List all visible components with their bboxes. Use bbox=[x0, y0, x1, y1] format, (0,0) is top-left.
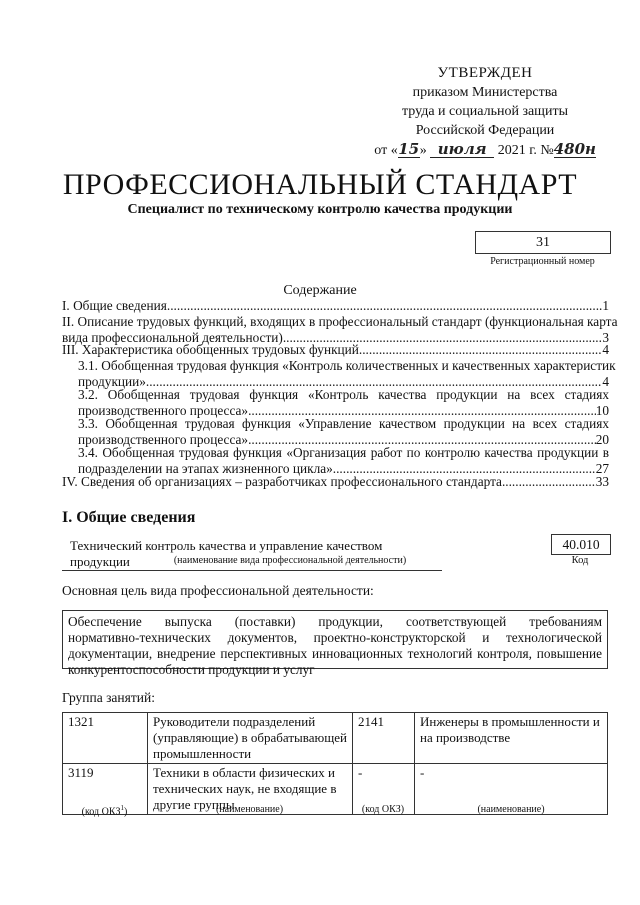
approval-block bbox=[355, 64, 615, 160]
approval-date-line bbox=[355, 141, 615, 160]
document-subtitle: Специалист по техническому контролю качества продукции bbox=[127, 202, 513, 217]
group-heading: Группа занятий: bbox=[62, 690, 155, 705]
occupation-code: 3119 bbox=[63, 764, 148, 815]
approval-title: УТВЕРЖДЕН bbox=[437, 65, 533, 81]
registration-label: Регистрационный номер bbox=[490, 256, 595, 267]
approval-line: приказом Министерства bbox=[412, 85, 558, 100]
okz-code-label: (код ОКЗ) bbox=[361, 804, 405, 815]
approval-year: 2021 г. № bbox=[497, 143, 554, 158]
activity-code-label: Код bbox=[571, 555, 589, 566]
approval-number: 480н bbox=[553, 140, 596, 158]
goal-heading: Основная цель вида профессиональной деятельности: bbox=[62, 583, 374, 598]
activity-kind-name: Технический контроль качества и управление качеством продукции bbox=[62, 538, 442, 571]
occupation-name-label: (наименование) bbox=[215, 804, 284, 815]
goal-line: конкурентоспособности продукции и услуг bbox=[68, 662, 315, 677]
registration-number-box: 31 bbox=[475, 231, 611, 254]
approval-line: труда и социальной защиты bbox=[402, 104, 568, 119]
occupation-code: - bbox=[353, 764, 415, 815]
date-quote: » bbox=[419, 143, 427, 158]
occupation-name: Техники в области физических и технических наук, не входящие в другие группы bbox=[148, 764, 353, 815]
approval-line: Российской Федерации bbox=[415, 123, 555, 138]
activity-code-box: 40.010 bbox=[551, 534, 611, 555]
toc-entry[interactable]: 3.4. Обобщенная трудовая функция «Организация работ по контролю качества продукции в подразделении на этапах жизненного цикла» ..... 27 bbox=[78, 445, 609, 477]
toc-entry[interactable]: I. Общие сведения ..... 1 bbox=[62, 298, 609, 314]
section-heading: I. Общие сведения bbox=[62, 509, 196, 526]
okz-code-label: (код ОКЗ$^1$) bbox=[81, 804, 128, 818]
toc-entry[interactable]: III. Характеристика обобщенных трудовых функций ..... 4 bbox=[62, 342, 609, 358]
table-row bbox=[63, 713, 608, 764]
toc-entry[interactable]: IV. Сведения об организациях – разработчиках профессионального стандарта ..... 33 bbox=[62, 474, 609, 490]
toc-heading: Содержание bbox=[283, 283, 357, 298]
occupation-name: Инженеры в промышленности и на производстве bbox=[415, 713, 608, 764]
date-prefix: от « bbox=[374, 143, 398, 158]
goal-line: Обеспечение выпуска (поставки) продукции, соответствующей требованиям bbox=[68, 614, 602, 629]
goal-line: документации, внедрение перспективных инновационных технологий контроля, повышение bbox=[68, 646, 602, 661]
toc-entry[interactable]: II. Описание трудовых функций, входящих в профессиональный стандарт (функциональная карта вида профессиональной деятельности) ..... 3 bbox=[62, 314, 609, 346]
toc-entry[interactable]: 3.3. Обобщенная трудовая функция «Управление качеством продукции на всех стадиях производственного процесса» ..... 20 bbox=[78, 416, 609, 448]
activity-kind-label: (наименование вида профессиональной деятельности) bbox=[173, 555, 407, 566]
footnote-mark: 1 bbox=[120, 804, 125, 812]
occupation-code: 1321 bbox=[63, 713, 148, 764]
occupation-name: - bbox=[415, 764, 608, 815]
goal-line: нормативно-технических документов, проектно-конструкторской и технологической bbox=[68, 630, 602, 645]
toc-entry[interactable]: 3.1. Обобщенная трудовая функция «Контроль количественных и качественных характеристик продукции» ..... 4 bbox=[78, 358, 609, 390]
document-title: ПРОФЕССИОНАЛЬНЫЙ СТАНДАРТ bbox=[62, 168, 578, 201]
occupation-table bbox=[62, 712, 608, 818]
approval-day: 15 bbox=[398, 140, 420, 158]
occupation-name: Руководители подразделений (управляющие) в обрабатывающей промышленности bbox=[148, 713, 353, 764]
goal-box bbox=[62, 610, 608, 677]
toc-entry[interactable]: 3.2. Обобщенная трудовая функция «Контроль качества продукции на всех стадиях производственного процесса» ..... 10 bbox=[78, 387, 609, 419]
occupation-code: 2141 bbox=[353, 713, 415, 764]
approval-month: июля bbox=[430, 142, 494, 158]
occupation-name-label: (наименование) bbox=[477, 804, 545, 815]
